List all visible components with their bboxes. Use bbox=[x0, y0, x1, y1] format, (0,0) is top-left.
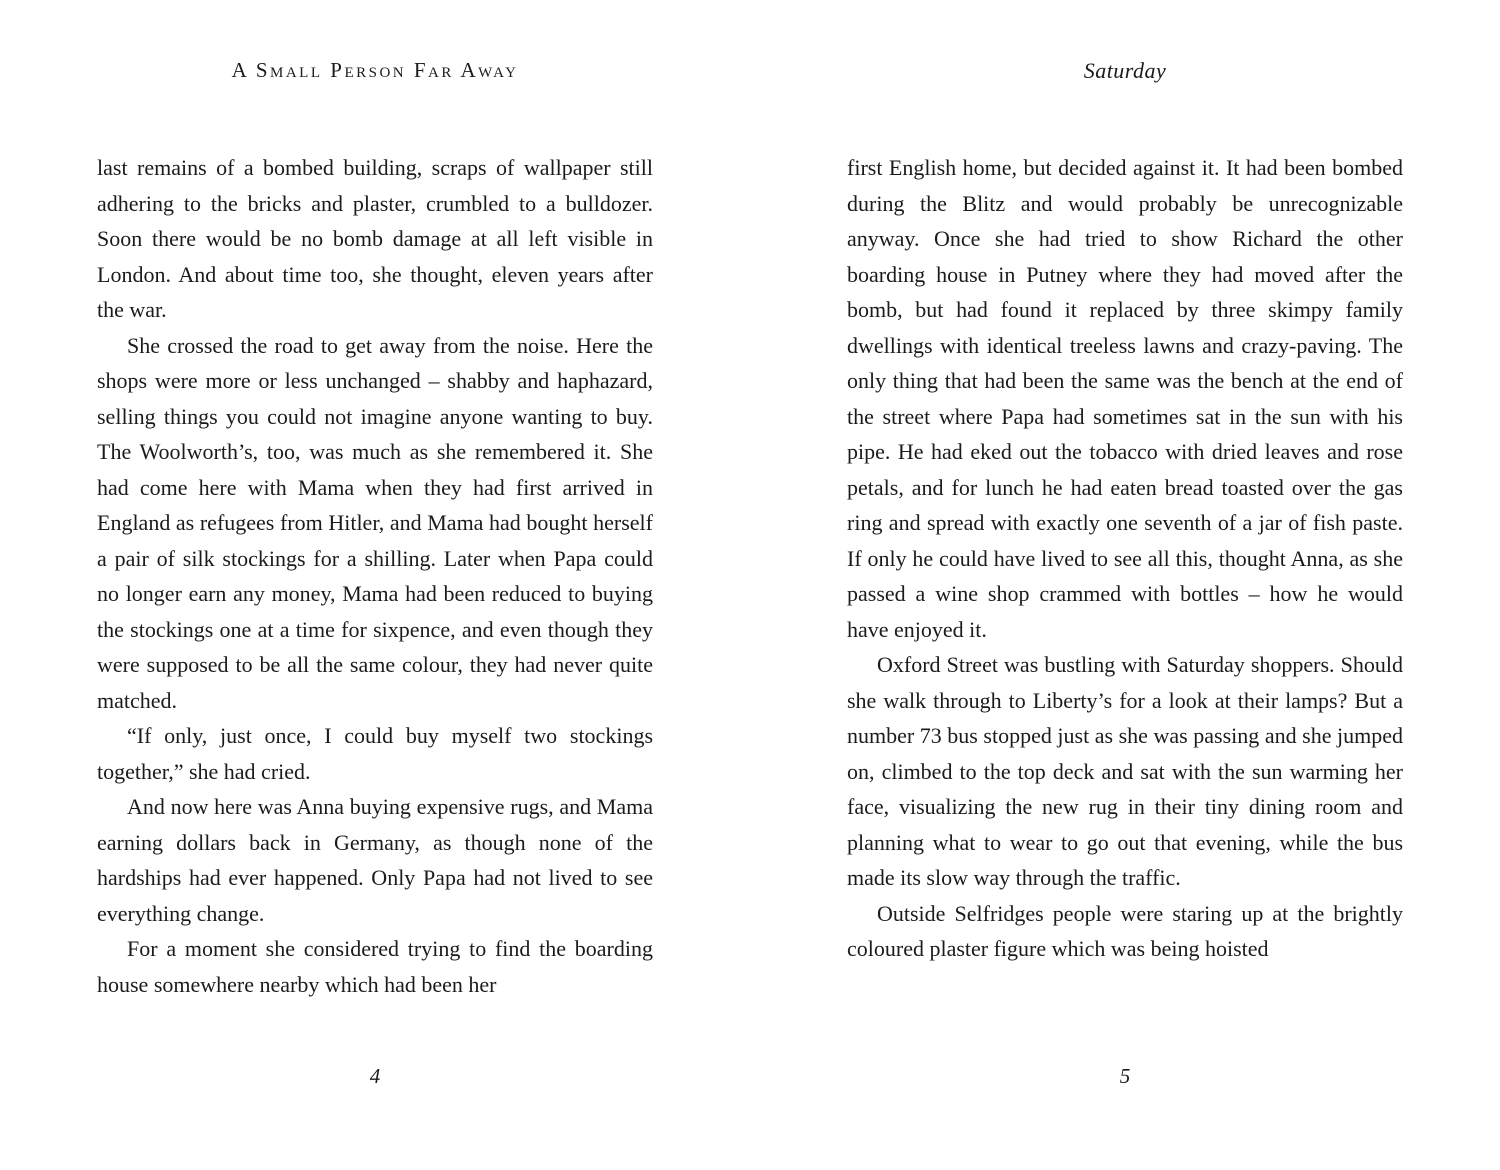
paragraph: For a moment she considered trying to find the boarding house somewhere nearby which had been her bbox=[97, 936, 653, 997]
paragraph: And now here was Anna buying expensive rugs, and Mama earning dollars back in Germany, as though none of the hardships had ever happened. Only Papa had not lived to see everything change. bbox=[97, 794, 653, 926]
left-page bbox=[97, 0, 653, 1170]
right-running-head: Saturday bbox=[1083, 58, 1167, 83]
right-page bbox=[847, 0, 1403, 1170]
paragraph: last remains of a bombed building, scraps of wallpaper still adhering to the bricks and plaster, crumbled to a bulldozer. Soon there would be no bomb damage at all left visible in London. And about time too, she thought, eleven years after the war. bbox=[97, 155, 653, 322]
paragraph: “If only, just once, I could buy myself two stockings together,” she had cried. bbox=[97, 723, 653, 784]
left-running-head: A Small Person Far Away bbox=[231, 58, 519, 82]
left-body-text bbox=[97, 150, 653, 1002]
paragraph: She crossed the road to get away from the noise. Here the shops were more or less unchanged – shabby and haphazard, selling things you could not imagine anyone wanting to buy. The Woolworth’s, too, was much as she remembered it. She had come here with Mama when they had first arrived in England as refugees from Hitler, and Mama had bought herself a pair of silk stockings for a shilling. Later when Papa could no longer earn any money, Mama had been reduced to buying the stockings one at a time for sixpence, and even though they were supposed to be all the same colour, they had never quite matched. bbox=[97, 332, 653, 713]
right-page-number: 5 bbox=[1119, 1064, 1131, 1088]
left-page-number: 4 bbox=[369, 1064, 381, 1088]
paragraph: first English home, but decided against it. It had been bombed during the Blitz and would probably be unrecognizable anyway. Once she had tried to show Richard the other boarding house in Putney where they had moved after the bomb, but had found it replaced by three skimpy family dwellings with identical treeless lawns and crazy-paving. The only thing that had been the same was the bench at the end of the street where Papa had sometimes sat in the sun with his pipe. He had eked out the tobacco with dried leaves and rose petals, and for lunch he had eaten bread toasted over the gas ring and spread with exactly one seventh of a jar of fish paste. If only he could have lived to see all this, thought Anna, as she passed a wine shop crammed with bottles – how he would have enjoyed it. bbox=[847, 155, 1403, 642]
paragraph: Oxford Street was bustling with Saturday shoppers. Should she walk through to Liberty’s for a look at their lamps? But a number 73 bus stopped just as she was passing and she jumped on, climbed to the top deck and sat with the sun warming her face, visualizing the new rug in their tiny dining room and planning what to wear to go out that evening, while the bus made its slow way through the traffic. bbox=[847, 652, 1403, 890]
paragraph: Outside Selfridges people were staring up at the brightly coloured plaster figure which was being hoisted bbox=[847, 900, 1403, 961]
right-body-text bbox=[847, 150, 1403, 967]
